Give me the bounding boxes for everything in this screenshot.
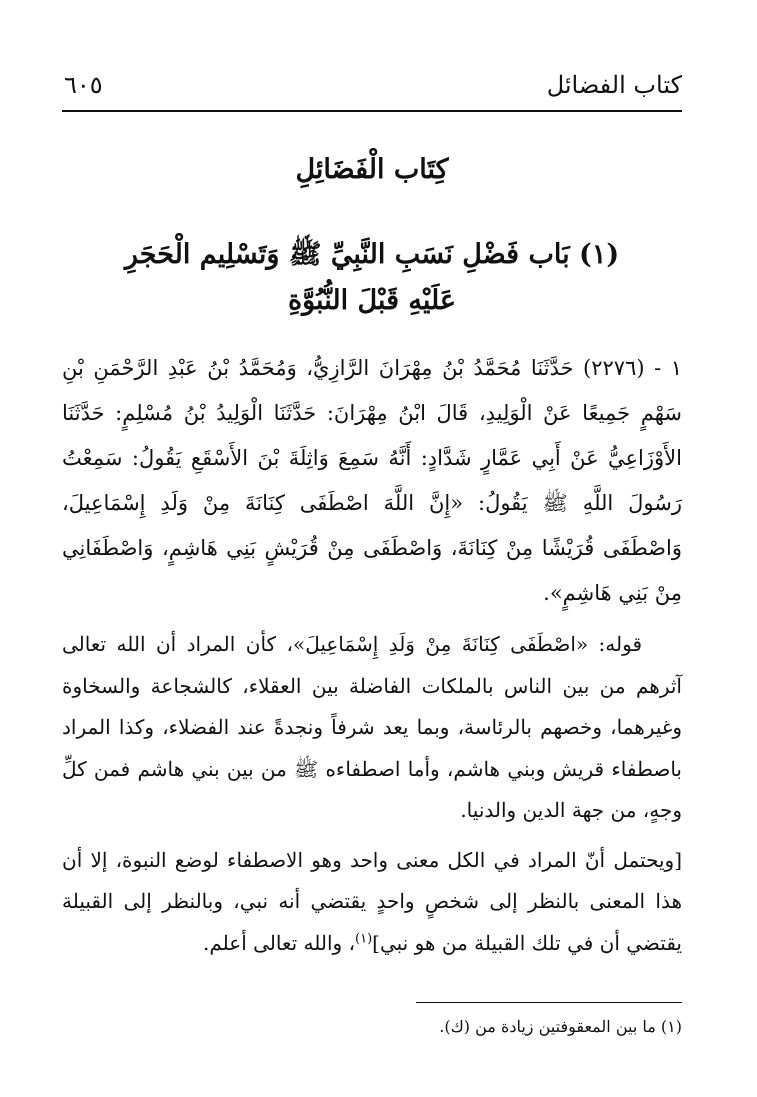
running-title: كتاب الفضائل (546, 71, 682, 99)
page-number: ٦٠٥ (64, 71, 103, 99)
commentary-paragraph-1: قوله: «اصْطَفَى كِنَانَةَ مِنْ وَلَدِ إِسْمَاعِيلَ»، كأن المراد أن الله تعالى آثرهم من بين الناس بالملكات الفاضلة بين العقلاء، كالشجاعة والسخاوة وغيرهما، وخصهم بالرئاسة، وبما يعد شرفاً ونجدةً عند الفضلاء، وكذا المراد باصطفاء قريش وبني هاشم، وأما اصطفاءه ﷺ من بين بني هاشم فمن كلِّ وجهٍ، من جهة الدين والدنيا. (62, 632, 682, 822)
commentary-paragraph-2-body: [ويحتمل أنّ المراد في الكل معنى واحد وهو الاصطفاء لوضع النبوة، إلا أن هذا المعنى بالنظر إلى شخصٍ واحدٍ يقتضي أنه نبي، وبالنظر إلى القبيلة يقتضي أن في تلك القبيلة من هو نبي] (62, 847, 682, 955)
book-title: كِتَاب الْفَضَائِلِ (295, 154, 449, 185)
commentary (62, 624, 682, 964)
commentary-paragraph-2 (62, 840, 682, 965)
book-page (62, 0, 682, 1097)
commentary-paragraph-2-tail: ، والله تعالى أعلم. (203, 930, 356, 955)
footnote-reference: (١) (355, 930, 373, 946)
running-header (62, 68, 682, 104)
hadith-text: ١ - (٢٢٧٦) حَدَّثَنَا مُحَمَّدُ بْنُ مِهْرَانَ الرَّازِيُّ، وَمُحَمَّدُ بْنُ عَبْدِ الرَّحْمَنِ بْنِ سَهْمٍ جَمِيعًا عَنْ الْوَلِيدِ، قَالَ ابْنُ مِهْرَانَ: حَدَّثَنَا الْوَلِيدُ بْنُ مُسْلِمٍ: حَدَّثَنَا الأَوْزَاعِيُّ عَنْ أَبِي عَمَّارٍ شَدَّادٍ: أَنَّهُ سَمِعَ وَاثِلَةَ بْنَ الأَسْقَعِ يَقُولُ: سَمِعْتُ رَسُولَ اللَّهِ ﷺ يَقُولُ: «إِنَّ اللَّهَ اصْطَفَى كِنَانَةَ مِنْ وَلَدِ إِسْمَاعِيلَ، وَاصْطَفَى قُرَيْشًا مِنْ كِنَانَةَ، وَاصْطَفَى مِنْ قُرَيْشٍ بَنِي هَاشِمٍ، وَاصْطَفَانِي مِنْ بَنِي هَاشِمٍ». (62, 356, 683, 605)
chapter-heading (66, 232, 678, 324)
footnote-divider (416, 1002, 682, 1003)
header-divider (62, 110, 682, 112)
chapter-heading-line-1: (١) بَاب فَضْلِ نَسَبِ النَّبِيِّ ﷺ وَتَسْلِيم الْحَجَرِ (124, 239, 620, 270)
chapter-heading-line-2: عَلَيْهِ قَبْلَ النُّبُوَّةِ (287, 285, 457, 316)
footnote: (١) ما بين المعقوفتين زيادة من (ك). (439, 1017, 682, 1036)
